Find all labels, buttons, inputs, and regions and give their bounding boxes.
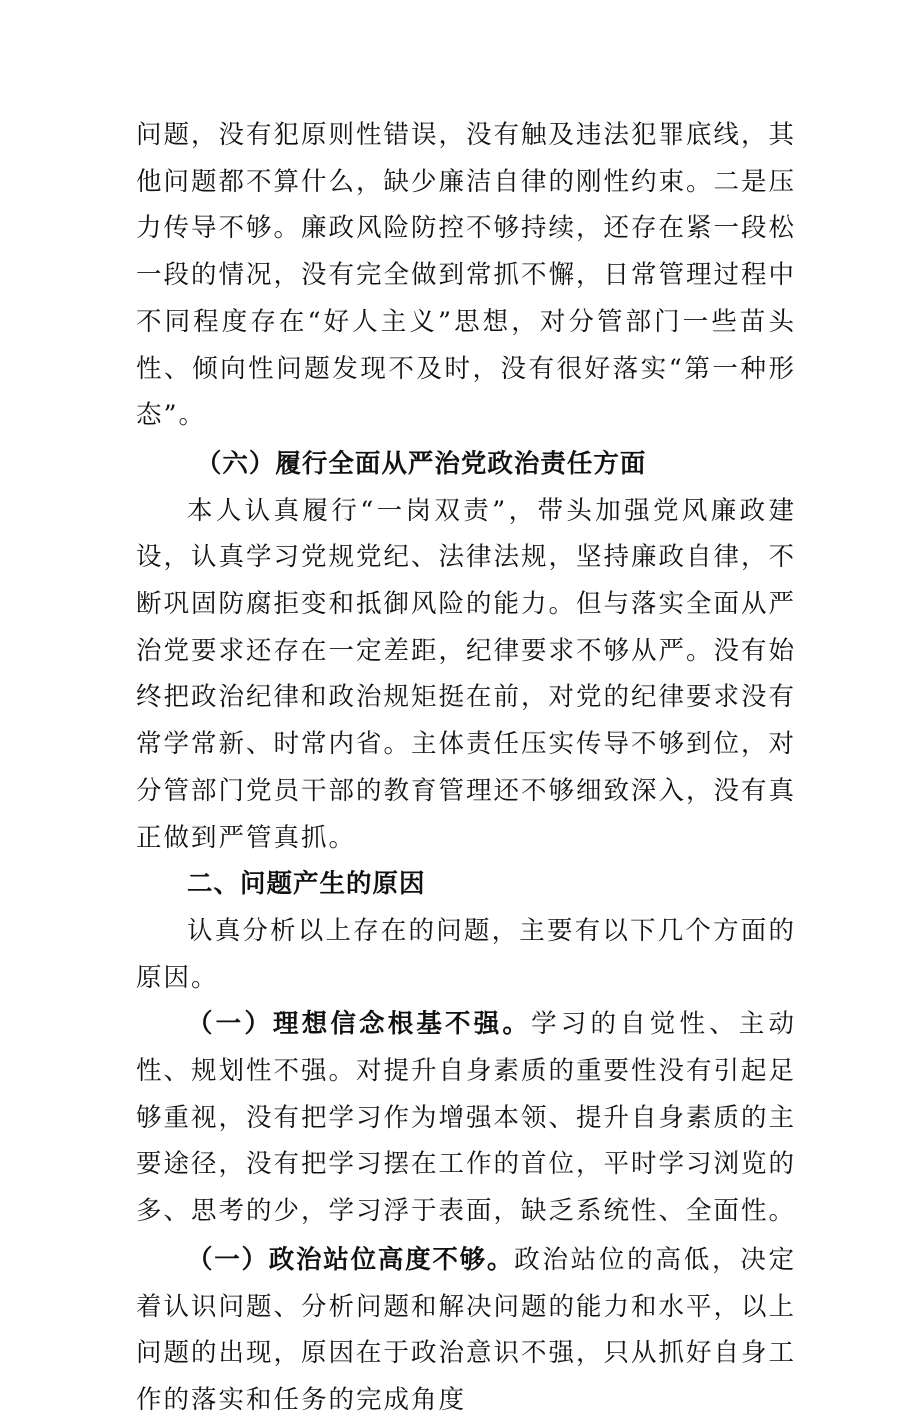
chapter-heading-causes: 二、问题产生的原因 [187, 869, 426, 900]
cause-one-lead: （一）理想信念根基不强。 [187, 1009, 532, 1040]
paragraph-causes-intro: 认真分析以上存在的问题，主要有以下几个方面的原因。 [136, 915, 796, 993]
section-heading-six: （六）履行全面从严治党政治责任方面 [195, 448, 647, 479]
paragraph-continued: 问题，没有犯原则性错误，没有触及违法犯罪底线，其他问题都不算什么，缺少廉洁自律的刚性约束。二是压力传导不够。廉政风险防控不够持续，还存在紧一段松一段的情况，没有完全做到常抓不懈，日常管理过程中不同程度存在“好人主义”思想，对分管部门一些苗头性、倾向性问题发现不及时，没有很好落实“第一种形态”。 [136, 120, 797, 431]
paragraph-cause-two [136, 1237, 796, 1424]
paragraph-responsibility: 本人认真履行“一岗双责”，带头加强党风廉政建设，认真学习党规党纪、法律法规，坚持廉政自律，不断巩固防腐拒变和抵御风险的能力。但与落实全面从严治党要求还存在一定差距，纪律要求不够从严。没有始终把政治纪律和政治规矩挺在前，对党的纪律要求没有常学常新、时常内省。主体责任压实传导不够到位，对分管部门党员干部的教育管理还不够细致深入，没有真正做到严管真抓。 [136, 495, 797, 853]
paragraph-cause-one [136, 1001, 796, 1235]
cause-two-text: 政治站位的高低，决定着认识问题、分析问题和解决问题的能力和水平，以上问题的出现，原因在于政治意识不强，只从抓好自身工作的落实和任务的完成角度 [136, 1244, 797, 1415]
cause-two-lead: （一）政治站位高度不够。 [187, 1244, 515, 1275]
document-body [136, 112, 796, 1424]
cause-one-text: 学习的自觉性、主动性、规划性不强。对提升自身素质的重要性没有引起足够重视，没有把学习作为增强本领、提升自身素质的主要途径，没有把学习摆在工作的首位，平时学习浏览的多、思考的少，学习浮于表面，缺乏系统性、全面性。 [136, 1009, 797, 1227]
